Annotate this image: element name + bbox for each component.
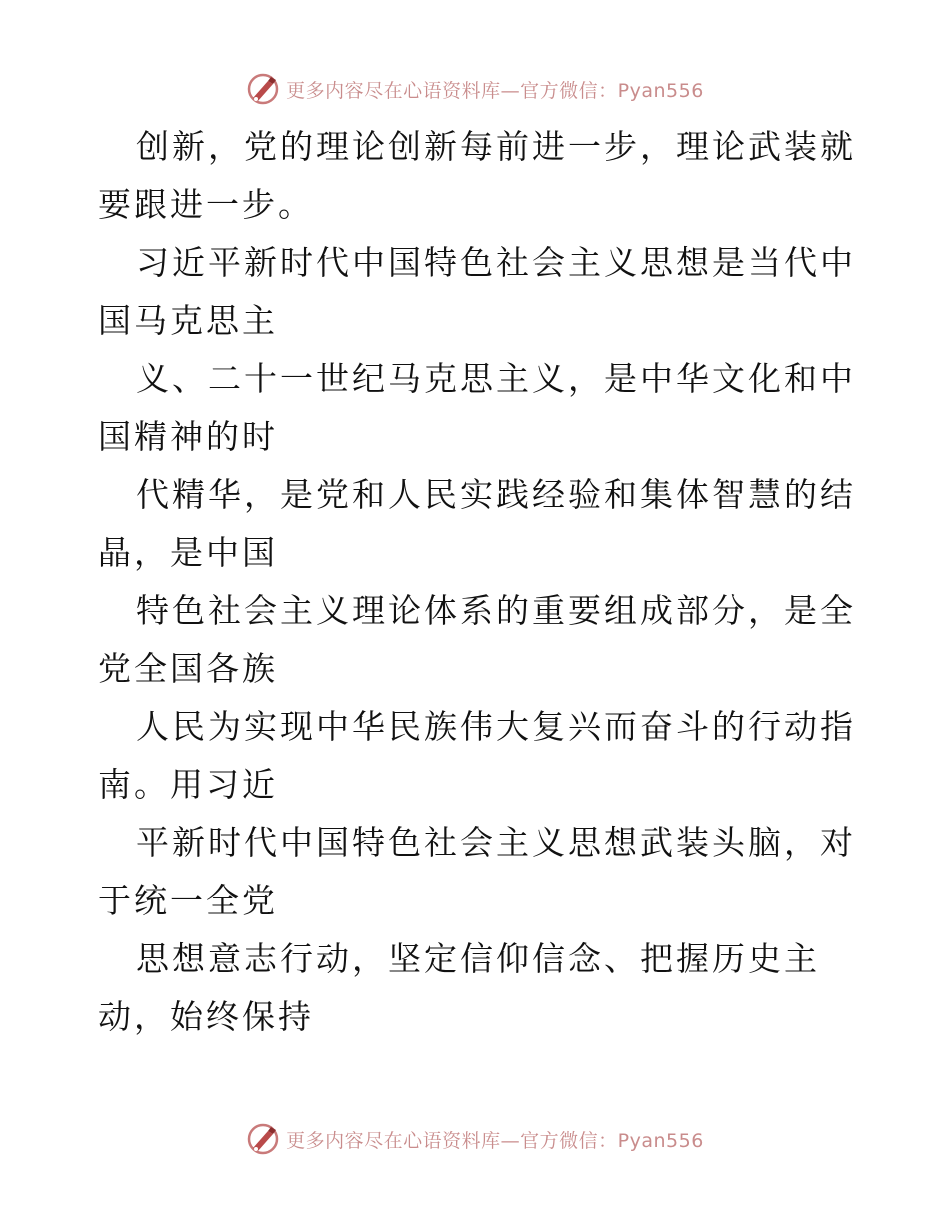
pen-logo-icon [246, 1122, 280, 1156]
watermark-id: Pyan556 [617, 79, 704, 102]
paragraph-1: 创新，党的理论创新每前进一步，理论武装就要跟进一步。 [98, 127, 856, 224]
watermark-text: 更多内容尽在心语资料库—官方微信： [286, 79, 618, 102]
paragraph-4: 代精华，是党和人民实践经验和集体智慧的结晶，是中国 [98, 475, 856, 572]
paragraph-5: 特色社会主义理论体系的重要组成部分，是全党全国各族 [98, 591, 856, 688]
pen-logo-icon [246, 72, 280, 106]
document-body [98, 118, 858, 1046]
paragraph-3: 义、二十一世纪马克思主义，是中华文化和中国精神的时 [98, 359, 856, 456]
header-watermark [0, 72, 950, 106]
paragraph-2: 习近平新时代中国特色社会主义思想是当代中国马克思主 [98, 243, 856, 340]
paragraph-6: 人民为实现中华民族伟大复兴而奋斗的行动指南。用习近 [98, 707, 856, 804]
watermark-text: 更多内容尽在心语资料库—官方微信： [286, 1129, 618, 1152]
paragraph-7: 平新时代中国特色社会主义思想武装头脑，对于统一全党 [98, 823, 856, 920]
watermark-id: Pyan556 [617, 1129, 704, 1152]
footer-watermark [0, 1122, 950, 1156]
paragraph-8: 思想意志行动，坚定信仰信念、把握历史主动，始终保持 [98, 939, 820, 1036]
